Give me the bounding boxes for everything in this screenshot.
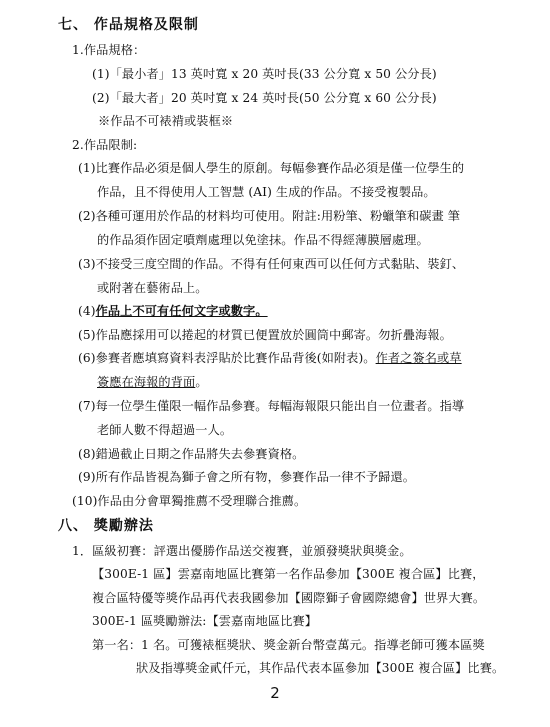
award-para-line-3: 300E-1 區獎勵辦法:【雲嘉南地區比賽】	[92, 614, 318, 628]
award-item-1: 1．區級初賽：評選出優勝作品送交複賽，並頒發獎狀與獎金。	[72, 544, 412, 558]
rule-4	[78, 303, 268, 319]
spec-note: ※作品不可裱褙或裝框※	[98, 114, 234, 128]
rule-2-line-2: 的作品須作固定噴劑處理以免塗抹。作品不得經薄膜層處理。	[97, 233, 429, 247]
page-number: 2	[270, 684, 280, 702]
rule-6-end: 。	[195, 375, 208, 389]
rule-7-line-1: (7)每一位學生僅限一幅作品參賽。每幅海報限只能出自一位畫者。指導	[78, 399, 465, 413]
rule-2-line-1: (2)各種可運用於作品的材料均可使用。附註:用粉筆、粉蠟筆和碳畫 筆	[78, 209, 461, 223]
award-para-line-1: 【300E-1 區】雲嘉南地區比賽第一名作品參加【300E 複合區】比賽，	[92, 567, 485, 581]
rule-6-line-1	[78, 350, 462, 366]
limit-title: 2.作品限制:	[72, 138, 138, 152]
award-para-line-2: 複合區特優等獎作品再代表我國參加【國際獅子會國際總會】世界大賽。	[92, 591, 486, 605]
rule-6-underlined-cont: 簽應在海報的背面	[97, 375, 196, 389]
spec-title: 1.作品規格：	[72, 43, 146, 57]
rule-8: (8)錯過截止日期之作品將失去參賽資格。	[78, 447, 305, 461]
spec-item-2: (2)「最大者」20 英吋寬 x 24 英吋長(50 公分寬 x 60 公分長)	[92, 91, 437, 105]
rule-3-line-2: 或附著在藝術品上。	[97, 281, 208, 295]
rule-3-line-1: (3)不接受三度空間的作品。不得有任何東西可以任何方式黏貼、裝釘、	[78, 257, 465, 271]
rule-6-underlined: 作者之簽名或草	[375, 351, 462, 365]
rule-6-text: (6)參賽者應填寫資料表浮貼於比賽作品背後(如附表)。	[78, 351, 376, 365]
spec-item-1: (1)「最小者」13 英吋寬 x 20 英吋長(33 公分寬 x 50 公分長)	[92, 67, 437, 81]
rule-4-emphasis: 作品上不可有任何文字或數字。	[95, 304, 268, 318]
rule-1-line-1: (1)比賽作品必須是個人學生的原創。每幅參賽作品必須是僅一位學生的	[78, 161, 465, 175]
rule-10: (10)作品由分會單獨推薦不受理聯合推薦。	[72, 494, 307, 508]
section-7-heading: 七、 作品規格及限制	[58, 17, 199, 33]
rule-5: (5)作品應採用可以捲起的材質已便置放於圓筒中郵寄。勿折疊海報。	[78, 328, 452, 342]
rule-6-line-2	[97, 374, 208, 390]
prize-1-line-2: 狀及指導獎金貳仟元，其作品代表本區參加【300E 複合區】比賽。	[136, 661, 505, 675]
section-8-heading: 八、 獎勵辦法	[58, 518, 154, 534]
prize-1-line-1: 第一名：1 名。可獲裱框獎狀、獎金新台幣壹萬元。指導老師可獲本區獎	[92, 638, 485, 652]
rule-9: (9)所有作品皆視為獅子會之所有物，參賽作品一律不予歸還。	[78, 470, 416, 484]
rule-1-line-2: 作品，且不得使用人工智慧 (AI) 生成的作品。不接受複製品。	[97, 185, 436, 199]
rule-7-line-2: 老師人數不得超過一人。	[97, 423, 233, 437]
rule-4-prefix: (4)	[78, 304, 96, 318]
